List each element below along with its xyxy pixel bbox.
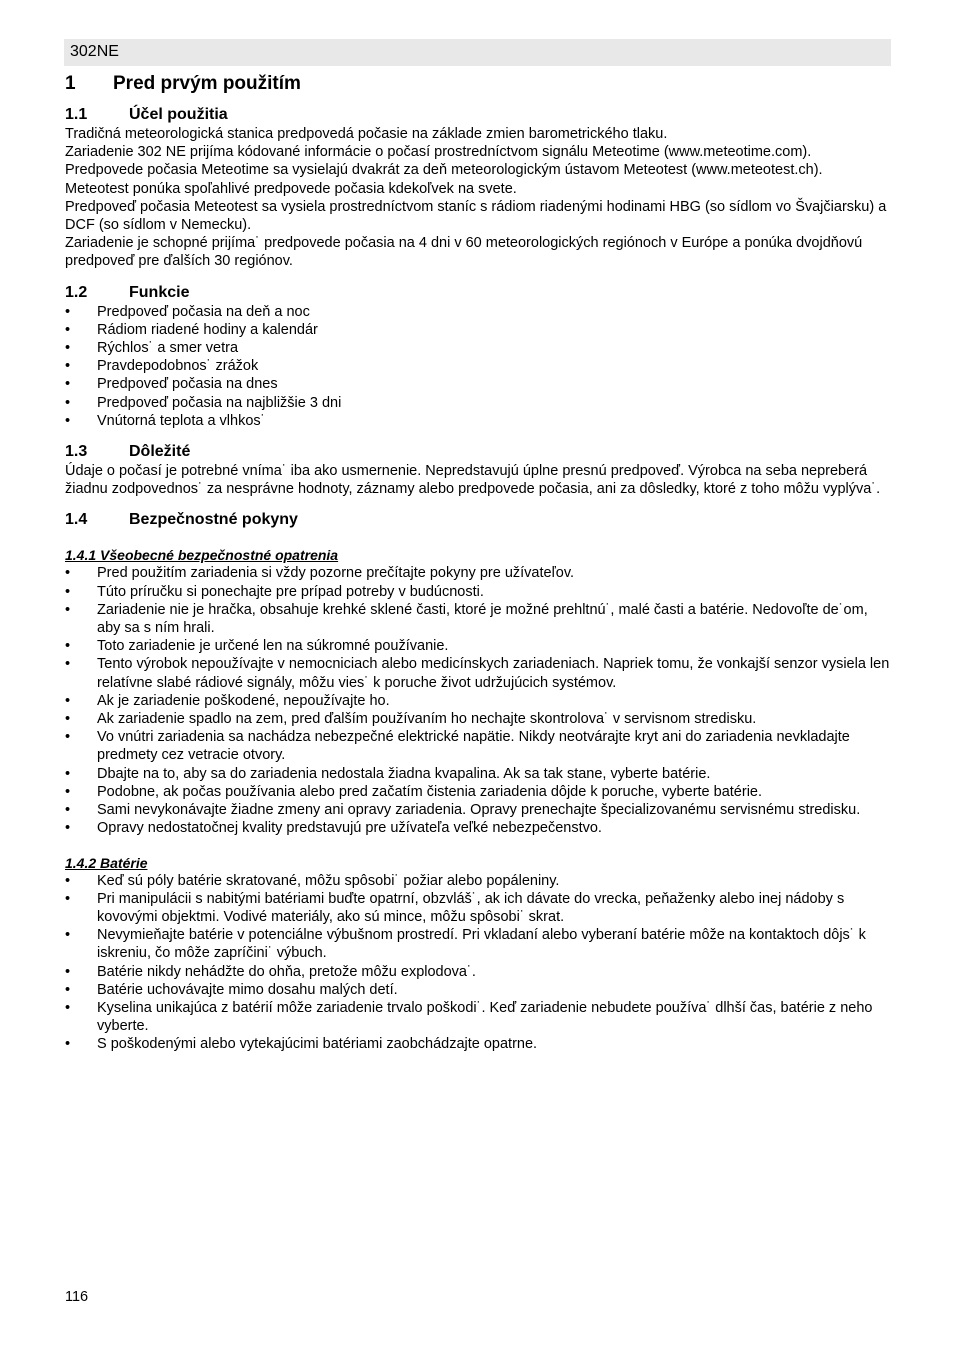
section-11-text bbox=[65, 125, 891, 271]
list-item: • Vo vnútri zariadenia sa nachádza nebezpečné elektrické napätie. Nikdy neotvárajte kryt ani do zariadenia nevkladajte predmety cez vetracie otvory. bbox=[65, 728, 891, 764]
important-text: Údaje o počasí je potrebné vníma˙ iba ako usmernenie. Nepredstavujú úplne presnú predpoveď. Výrobca na seba nepreberá žiadnu zodpovednos˙ za nesprávne hodnoty, záznamy alebo predpovede počasia, ani za dôsledky, ktoré z toho môžu vyplýva˙. bbox=[65, 463, 881, 498]
list-item: • Nevymieňajte batérie v potenciálne výbušnom prostredí. Pri vkladaní alebo vyberaní batérie môže na kontaktoch dôjs˙ k iskreniu, čo môže zapríčini˙ výbuch. bbox=[65, 926, 891, 962]
paragraph-line: Tradičná meteorologická stanica predpovedá počasie na základe zmien barometrického tlaku. bbox=[65, 126, 668, 142]
list-item: • Rádiom riadené hodiny a kalendár bbox=[65, 321, 891, 339]
list-item: • Pravdepodobnos˙ zrážok bbox=[65, 357, 891, 375]
subsection-heading: 1.4.2 Batérie bbox=[65, 854, 148, 871]
safety-list bbox=[65, 564, 891, 837]
list-item: • Rýchlos˙ a smer vetra bbox=[65, 339, 891, 357]
section-heading: 1.2 Funkcie bbox=[65, 283, 190, 301]
battery-list bbox=[65, 872, 891, 1054]
list-item: • Ak je zariadenie poškodené, nepoužívajte ho. bbox=[65, 692, 891, 710]
list-item: • Kyselina unikajúca z batérií môže zariadenie trvalo poškodi˙. Keď zariadenie nebudete používa˙ dlhší čas, batérie z neho vyberte. bbox=[65, 999, 891, 1035]
list-item: • Podobne, ak počas používania alebo pred začatím čistenia zariadenia dôjde k poruche, vyberte batérie. bbox=[65, 783, 891, 801]
chapter-title bbox=[65, 72, 891, 96]
list-item: • Toto zariadenie je určené len na súkromné používanie. bbox=[65, 637, 891, 655]
section-heading: 1.1 Účel použitia bbox=[65, 106, 228, 123]
list-item: • Batérie uchovávajte mimo dosahu malých detí. bbox=[65, 981, 891, 999]
section-heading: 1.4 Bezpečnostné pokyny bbox=[65, 511, 298, 529]
list-item: • Tento výrobok nepoužívajte v nemocniciach alebo medicínskych zariadeniach. Napriek tomu, že vonkajší senzor vysiela len relatívne slabé rádiové signály, môžu vies˙ k poruche život udržujúcich systémov. bbox=[65, 655, 891, 691]
list-item: • Opravy nedostatočnej kvality predstavujú pre užívateľa veľké nebezpečenstvo. bbox=[65, 819, 891, 837]
paragraph-line: Meteotest ponúka spoľahlivé predpovede počasia kdekoľvek na svete. bbox=[65, 180, 517, 197]
paragraph-line: Zariadenie je schopné prijíma˙ predpovede počasia na 4 dni v 60 meteorologických regiónoch v Európe a ponúka dvojdňovú predpoveď pre ďalších 30 regiónov. bbox=[65, 235, 863, 270]
chapter-number: 1 bbox=[65, 73, 76, 94]
list-item: • Batérie nikdy nehádžte do ohňa, pretože môžu explodova˙. bbox=[65, 963, 891, 981]
chapter-title-text: Pred prvým použitím bbox=[113, 73, 301, 94]
list-item: • Pri manipulácii s nabitými batériami buďte opatrní, obzvláš˙, ak ich dávate do vrecka, peňaženky alebo inej nádoby s kovovými objektmi. Vodivé materiály, ako sú mince, môžu spôsobi˙ skrat. bbox=[65, 890, 891, 926]
subsection-heading: 1.4.1 Všeobecné bezpečnostné opatrenia bbox=[65, 547, 339, 564]
page-number: 116 bbox=[65, 1289, 89, 1305]
list-item: • Pred použitím zariadenia si vždy pozorne prečítajte pokyny pre užívateľov. bbox=[65, 564, 891, 582]
list-item: • Ak zariadenie spadlo na zem, pred ďalším používaním ho nechajte skontrolova˙ v servisnom stredisku. bbox=[65, 710, 891, 728]
list-item: • Túto príručku si ponechajte pre prípad potreby v budúcnosti. bbox=[65, 583, 891, 601]
list-item: • S poškodenými alebo vytekajúcimi batériami zaobchádzajte opatrne. bbox=[65, 1035, 891, 1053]
section-heading: 1.3 Dôležité bbox=[65, 443, 191, 461]
paragraph-line: Zariadenie 302 NE prijíma kódované informácie o počasí prostredníctvom signálu Meteotime (www.meteotime.com). bbox=[65, 144, 812, 161]
document-body bbox=[65, 72, 891, 1054]
list-item: • Zariadenie nie je hračka, obsahuje krehké sklené časti, ktoré je možné prehltnú˙, malé časti a batérie. Nedovoľte de˙om, aby sa s ním hrali. bbox=[65, 601, 891, 637]
header-bar bbox=[64, 39, 891, 66]
model-label: 302NE bbox=[70, 43, 119, 60]
list-item: • Predpoveď počasia na dnes bbox=[65, 375, 891, 393]
list-item: • Predpoveď počasia na deň a noc bbox=[65, 303, 891, 321]
list-item: • Predpoveď počasia na najbližšie 3 dni bbox=[65, 394, 891, 412]
list-item: • Vnútorná teplota a vlhkos˙ bbox=[65, 412, 891, 430]
list-item: • Dbajte na to, aby sa do zariadenia nedostala žiadna kvapalina. Ak sa tak stane, vyberte batérie. bbox=[65, 765, 891, 783]
paragraph-line: Predpoveď počasia Meteotest sa vysiela prostredníctvom staníc s rádiom riadenými hodinami HBG (so sídlom vo Švajčiarsku) a DCF (so sídlom v Nemecku). bbox=[65, 198, 887, 234]
features-list bbox=[65, 303, 891, 430]
list-item: • Keď sú póly batérie skratované, môžu spôsobi˙ požiar alebo popáleniny. bbox=[65, 872, 891, 890]
list-item: • Sami nevykonávajte žiadne zmeny ani opravy zariadenia. Opravy prenechajte špecializovanému servisnému stredisku. bbox=[65, 801, 891, 819]
paragraph-line: Predpovede počasia Meteotime sa vysielajú dvakrát za deň meteorologickým ústavom Meteotest (www.meteotest.ch). bbox=[65, 162, 823, 179]
